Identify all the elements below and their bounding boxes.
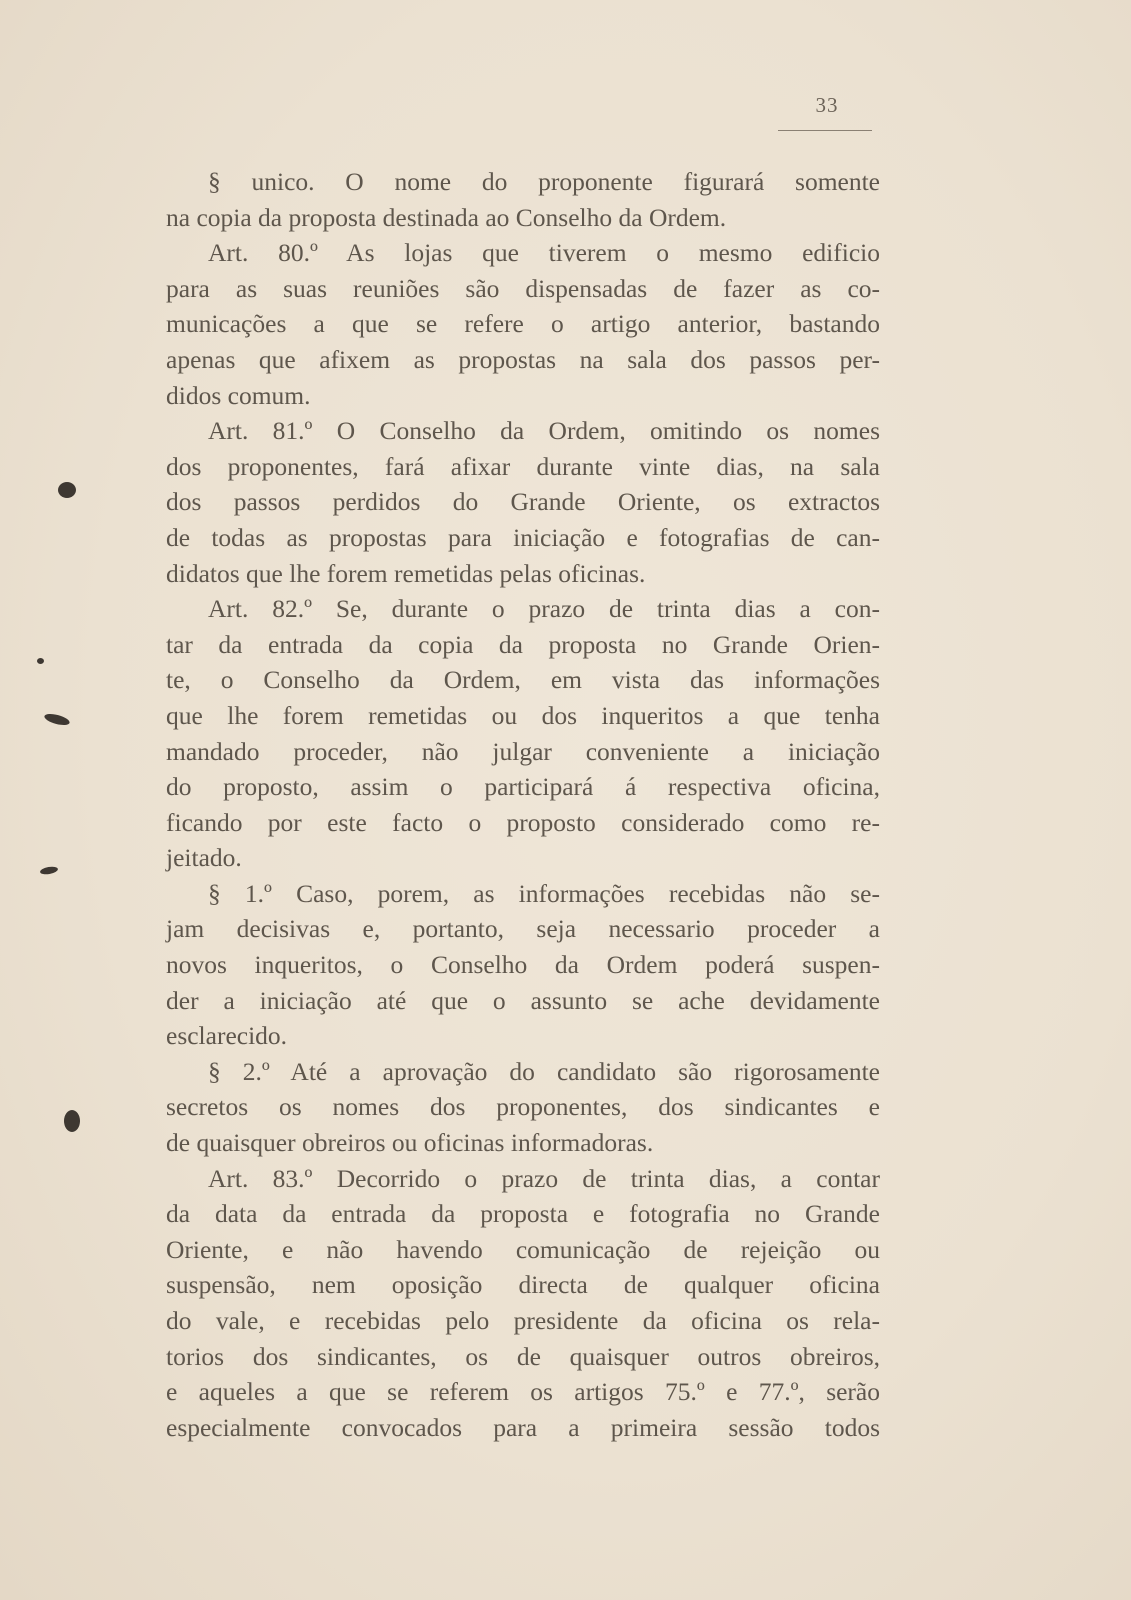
text-line: da data da entrada da proposta e fotografia no Grande <box>166 1199 880 1229</box>
paragraph-art82-s2 <box>166 1054 880 1161</box>
page-number: 33 <box>815 93 839 117</box>
text-line: esclarecido. <box>166 1021 288 1051</box>
text-line: jam decisivas e, portanto, seja necessario proceder a <box>166 914 880 944</box>
text-line: Art. 83.º Decorrido o prazo de trinta dias, a contar <box>208 1163 880 1193</box>
paragraph-art83 <box>166 1161 880 1446</box>
text-line: dos passos perdidos do Grande Oriente, os extractos <box>166 487 880 517</box>
text-line: didatos que lhe forem remetidas pelas oficinas. <box>166 558 646 588</box>
binding-mark <box>58 482 76 498</box>
text-line: Art. 80.º As lojas que tiverem o mesmo edificio <box>208 238 880 268</box>
text-line: dos proponentes, fará afixar durante vinte dias, na sala <box>166 451 880 481</box>
text-line: jeitado. <box>166 843 242 873</box>
paragraph-art80 <box>166 235 880 413</box>
text-line: Oriente, e não havendo comunicação de rejeição ou <box>166 1234 880 1264</box>
binding-mark <box>64 1110 80 1132</box>
body-text <box>166 164 880 1445</box>
text-line: na copia da proposta destinada ao Conselho da Ordem. <box>166 202 727 232</box>
text-line: para as suas reuniões são dispensadas de fazer as co- <box>166 273 880 303</box>
page-number-rule <box>778 130 872 131</box>
text-line: do vale, e recebidas pelo presidente da oficina os rela- <box>166 1306 880 1335</box>
text-line: § 2.º Até a aprovação do candidato são rigorosamente <box>208 1056 880 1086</box>
text-line: apenas que afixem as propostas na sala dos passos per- <box>166 344 880 374</box>
text-line: ficando por este facto o proposto considerado como re- <box>166 807 880 837</box>
paragraph-art79-unico <box>166 164 880 235</box>
text-line: didos comum. <box>166 380 311 410</box>
text-line: de todas as propostas para iniciação e fotografias de can- <box>166 522 880 552</box>
text-line: tar da entrada da copia da proposta no Grande Orien- <box>166 629 880 659</box>
paragraph-art81 <box>166 413 880 591</box>
text-line: especialmente convocados para a primeira sessão todos <box>166 1412 880 1442</box>
text-line: de quaisquer obreiros ou oficinas informadoras. <box>166 1128 654 1158</box>
text-line: e aqueles a que se referem os artigos 75.º e 77.º, serão <box>166 1377 880 1407</box>
text-line: do proposto, assim o participará á respectiva oficina, <box>166 772 880 802</box>
text-line: novos inqueritos, o Conselho da Ordem poderá suspen- <box>166 950 880 980</box>
text-line: te, o Conselho da Ordem, em vista das informações <box>166 665 880 695</box>
text-line: der a iniciação até que o assunto se ache devidamente <box>166 985 880 1015</box>
text-line: Art. 81.º O Conselho da Ordem, omitindo os nomes <box>208 416 880 446</box>
paragraph-art82 <box>166 591 880 876</box>
text-line: § 1.º Caso, porem, as informações recebidas não se- <box>208 878 880 908</box>
text-line: Art. 82.º Se, durante o prazo de trinta dias a con- <box>208 594 880 624</box>
text-line: secretos os nomes dos proponentes, dos sindicantes e <box>166 1092 880 1122</box>
text-line: que lhe forem remetidas ou dos inqueritos a que tenha <box>166 700 880 730</box>
text-line: suspensão, nem oposição directa de qualquer oficina <box>166 1270 880 1300</box>
binding-mark <box>40 865 59 875</box>
binding-mark <box>37 658 44 664</box>
paragraph-art82-s1 <box>166 876 880 1054</box>
binding-mark <box>43 712 70 727</box>
text-line: municações a que se refere o artigo anterior, bastando <box>166 309 880 339</box>
text-line: mandado proceder, não julgar conveniente a iniciação <box>166 736 880 766</box>
text-line: § unico. O nome do proponente figurará somente <box>208 167 880 196</box>
text-line: torios dos sindicantes, os de quaisquer outros obreiros, <box>166 1341 880 1371</box>
